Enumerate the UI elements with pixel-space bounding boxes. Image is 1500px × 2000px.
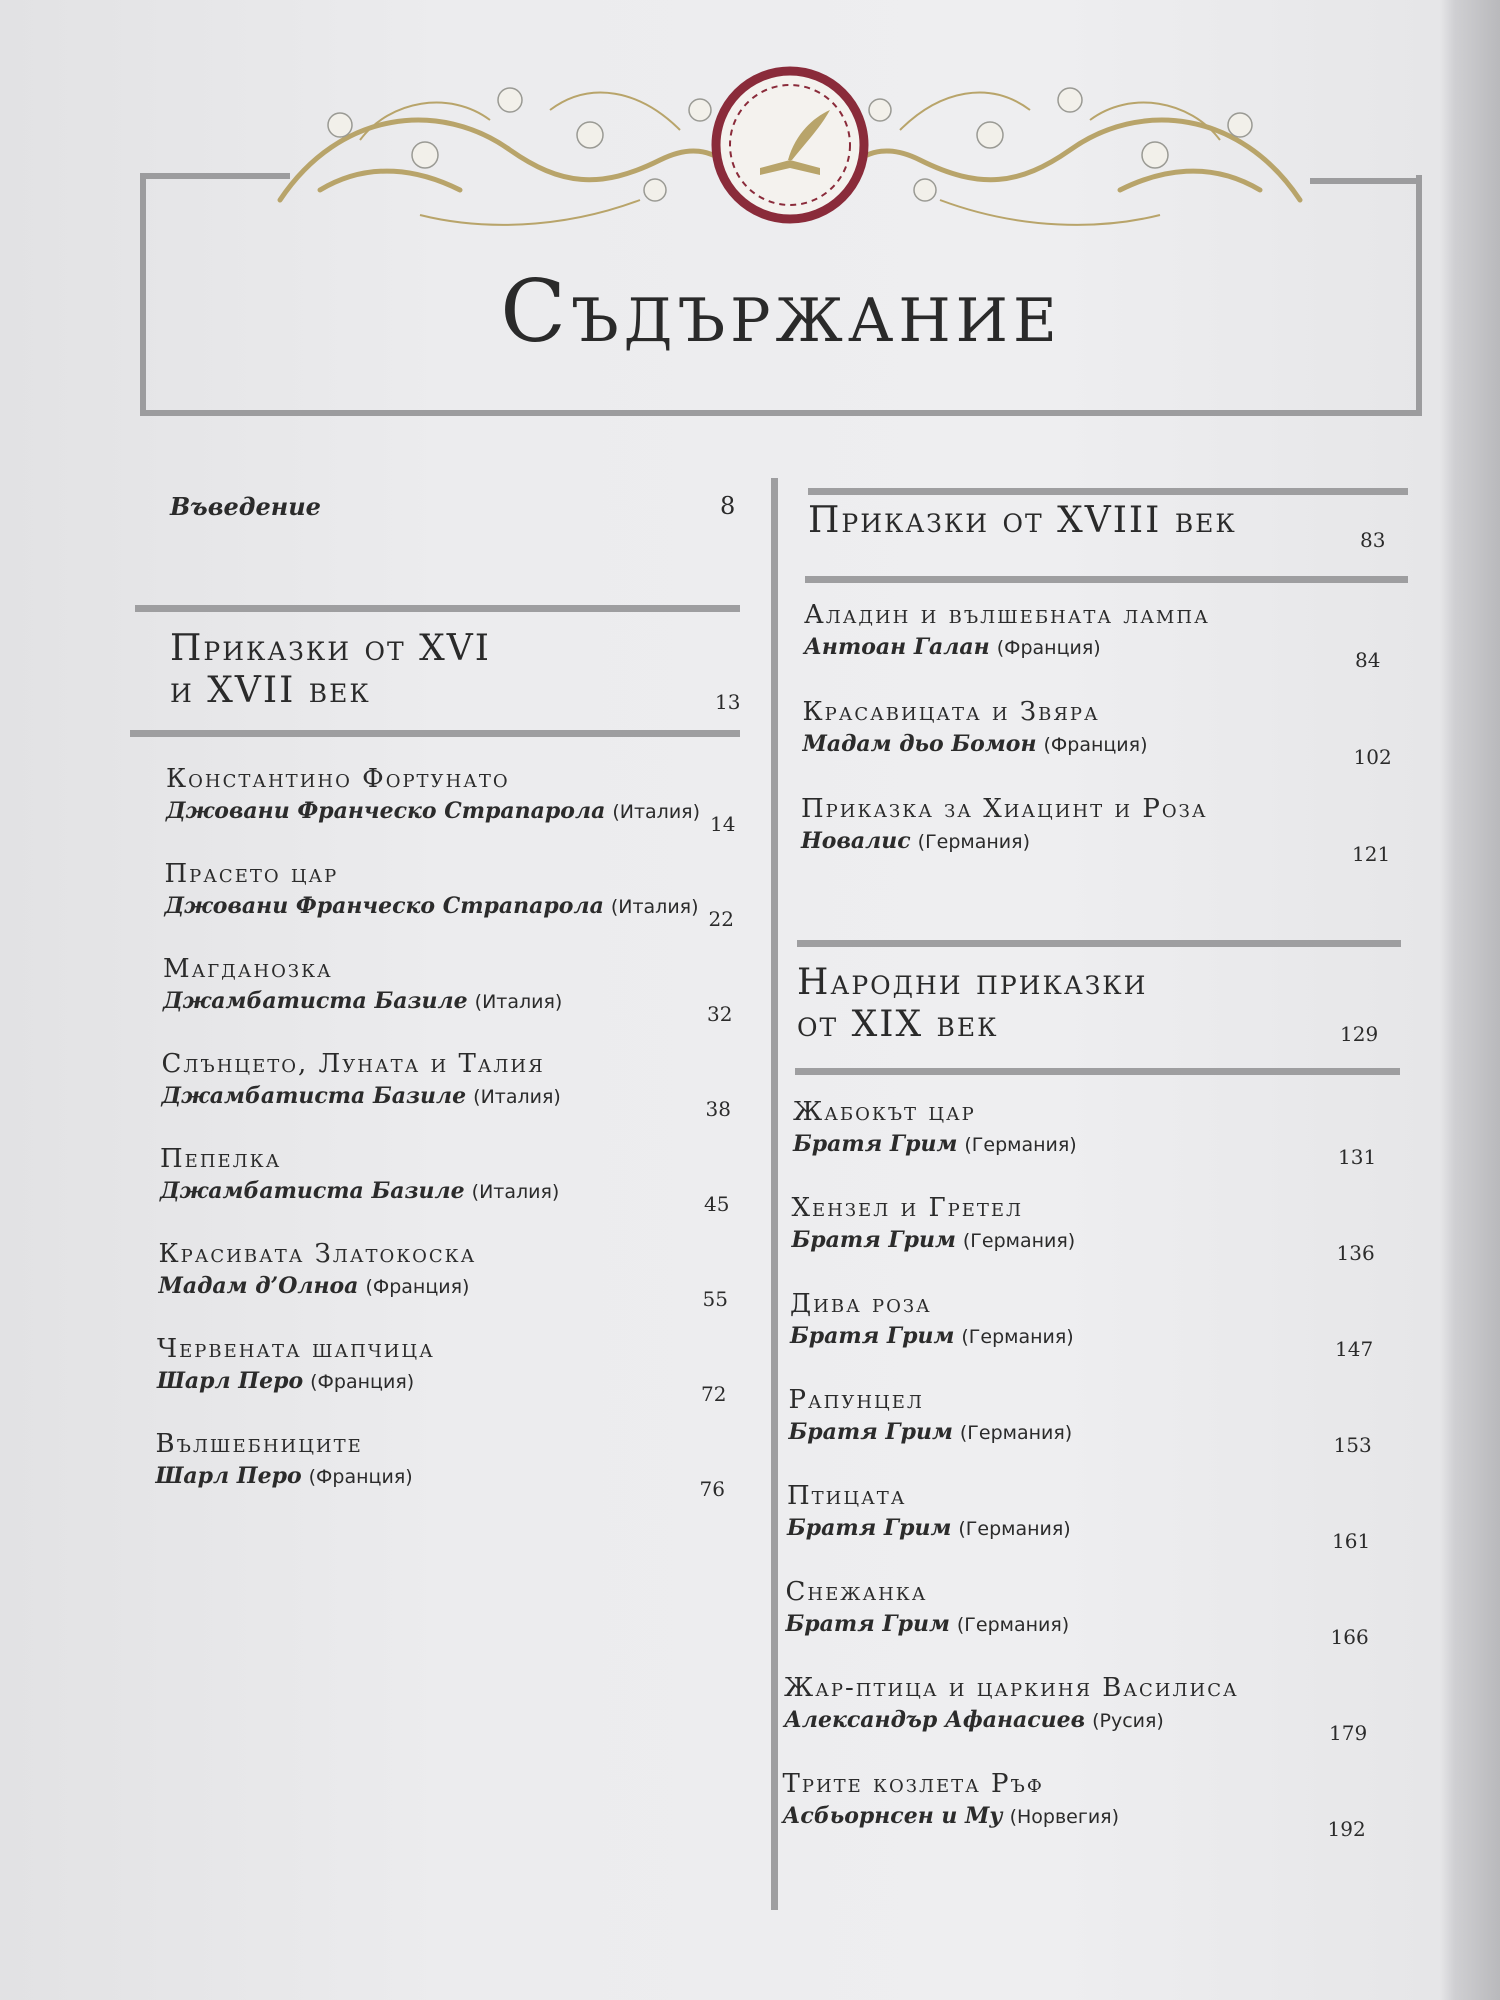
entry-author-line — [163, 986, 562, 1017]
entry-title: Аладин и вълшебната лампа — [804, 600, 1210, 630]
entry-page-number: 84 — [1355, 648, 1381, 672]
entry-author: Джамбатиста Базиле — [161, 1083, 467, 1109]
toc-entry[interactable] — [790, 1287, 1074, 1352]
toc-entry[interactable] — [801, 792, 1207, 857]
entry-page-number: 45 — [704, 1192, 730, 1216]
entry-title: Вълшебниците — [155, 1429, 363, 1459]
toc-entry[interactable] — [786, 1575, 1070, 1640]
entry-title: Прасето цар — [164, 859, 339, 889]
entry-title: Приказка за Хиацинт и Роза — [801, 794, 1208, 824]
entry-title: Красавицата и Звяра — [802, 697, 1100, 727]
entry-author: Новалис — [801, 828, 911, 854]
toc-entry[interactable] — [156, 1427, 413, 1492]
entry-title: Слънцето, Луната и Талия — [161, 1049, 545, 1079]
entry-author-line — [156, 1461, 413, 1492]
toc-entry[interactable] — [157, 1332, 435, 1397]
section-rule — [130, 730, 740, 737]
entry-page-number: 131 — [1338, 1145, 1377, 1169]
toc-entry[interactable] — [166, 762, 700, 827]
intro-label[interactable]: Въведение — [170, 492, 321, 521]
entry-author-line — [159, 1271, 477, 1302]
page-title: Съдържание — [500, 262, 1062, 362]
section-page-number: 129 — [1340, 1022, 1379, 1046]
entry-page-number: 76 — [699, 1477, 725, 1501]
entry-page-number: 102 — [1353, 745, 1392, 769]
entry-country: (Норвегия) — [1009, 1806, 1120, 1828]
entry-page-number: 166 — [1330, 1625, 1369, 1649]
entry-author-line — [801, 826, 1207, 857]
entry-country: (Франция) — [310, 1371, 415, 1393]
section-title[interactable]: Народни приказки от XIX век — [797, 962, 1148, 1045]
toc-entry[interactable] — [165, 857, 699, 922]
entry-page-number: 121 — [1352, 842, 1391, 866]
toc-entry[interactable] — [159, 1237, 477, 1302]
entry-author-line — [157, 1366, 435, 1397]
toc-entry[interactable] — [793, 1095, 1077, 1160]
entry-page-number: 147 — [1335, 1337, 1374, 1361]
entry-author: Мадам дьо Бомон — [802, 731, 1037, 757]
entry-country: (Италия) — [612, 801, 701, 823]
entry-author: Братя Грим — [790, 1323, 955, 1349]
entry-country: (Германия) — [961, 1326, 1074, 1348]
entry-author-line — [162, 1081, 561, 1112]
entry-author-line — [166, 796, 700, 827]
entry-title: Снежанка — [785, 1577, 928, 1607]
entry-author: Антоан Галан — [804, 634, 990, 660]
entry-title: Червената шапчица — [157, 1334, 435, 1364]
section-page-number: 13 — [715, 690, 741, 714]
entry-author-line — [803, 729, 1148, 760]
entry-author-line — [789, 1417, 1073, 1448]
entry-country: (Франция) — [365, 1276, 470, 1298]
toc-entry[interactable] — [803, 695, 1148, 760]
entry-country: (Италия) — [610, 896, 699, 918]
entry-page-number: 179 — [1329, 1721, 1368, 1745]
entry-title: Дива роза — [790, 1289, 932, 1319]
section-rule — [808, 488, 1408, 495]
entry-country: (Италия) — [471, 1181, 560, 1203]
entry-author-line — [783, 1801, 1120, 1832]
toc-entry[interactable] — [789, 1383, 1073, 1448]
entry-author: Братя Грим — [788, 1419, 953, 1445]
entry-author: Джамбатиста Базиле — [163, 988, 468, 1014]
entry-author-line — [790, 1321, 1074, 1352]
entry-title: Константино Фортунато — [166, 764, 510, 794]
entry-author: Братя Грим — [787, 1515, 952, 1541]
entry-title: Красивата Златокоска — [158, 1239, 477, 1269]
entry-country: (Русия) — [1092, 1710, 1164, 1732]
column-divider — [771, 478, 778, 1910]
entry-author: Братя Грим — [791, 1227, 956, 1253]
entry-page-number: 153 — [1333, 1433, 1372, 1457]
entry-page-number: 38 — [705, 1097, 731, 1121]
entry-country: (Германия) — [956, 1614, 1070, 1636]
section-rule — [805, 576, 1408, 583]
entry-author: Шарл Перо — [157, 1368, 304, 1394]
entry-page-number: 22 — [708, 907, 734, 931]
entry-page-number: 161 — [1332, 1529, 1371, 1553]
section-rule — [797, 940, 1401, 947]
toc-entry[interactable] — [792, 1191, 1076, 1256]
entry-author-line — [804, 632, 1210, 663]
entry-author: Братя Грим — [793, 1131, 958, 1157]
entry-title: Хензел и Гретел — [791, 1193, 1024, 1223]
toc-entry[interactable] — [783, 1767, 1120, 1832]
entry-author-line — [165, 891, 699, 922]
section-title[interactable]: Приказки от XVIII век — [808, 500, 1237, 541]
entry-page-number: 72 — [701, 1382, 727, 1406]
entry-author-line — [786, 1609, 1070, 1640]
entry-country: (Франция) — [1043, 734, 1148, 756]
entry-title: Жар-птица и царкиня Василиса — [784, 1673, 1239, 1703]
entry-country: (Германия) — [959, 1422, 1073, 1444]
entry-title: Пепелка — [160, 1144, 282, 1174]
entry-country: (Германия) — [964, 1134, 1077, 1156]
entry-page-number: 32 — [707, 1002, 733, 1026]
entry-country: (Италия) — [474, 991, 563, 1013]
entry-country: (Германия) — [917, 831, 1030, 853]
entry-author: Братя Грим — [785, 1611, 950, 1637]
toc-entry[interactable] — [163, 952, 562, 1017]
entry-author: Асбьорнсен и Му — [782, 1803, 1003, 1829]
entry-author-line — [160, 1176, 559, 1207]
entry-title: Жабокът цар — [793, 1097, 976, 1127]
entry-author: Александър Афанасиев — [784, 1707, 1086, 1733]
entry-page-number: 136 — [1336, 1241, 1375, 1265]
section-rule — [795, 1068, 1400, 1075]
intro-page-number: 8 — [720, 492, 736, 520]
toc-entry[interactable] — [784, 1671, 1239, 1736]
section-page-number: 83 — [1360, 528, 1386, 552]
entry-country: (Италия) — [473, 1086, 561, 1108]
entry-page-number: 55 — [702, 1287, 728, 1311]
entry-author-line — [787, 1513, 1071, 1544]
entry-author: Джовани Франческо Страпарола — [166, 798, 606, 824]
entry-author: Джамбатиста Базиле — [160, 1178, 465, 1204]
entry-title: Магданозка — [163, 954, 333, 984]
entry-author-line — [792, 1225, 1076, 1256]
entry-country: (Германия) — [958, 1518, 1071, 1540]
entry-country: (Франция) — [996, 637, 1101, 659]
entry-author-line — [793, 1129, 1077, 1160]
entry-author: Мадам д’Олноа — [158, 1273, 359, 1299]
section-title[interactable]: Приказки от XVI и XVII век — [170, 628, 491, 711]
toc-entry[interactable] — [162, 1047, 561, 1112]
toc-entry[interactable] — [160, 1142, 559, 1207]
entry-title: Птицата — [787, 1481, 907, 1511]
entry-page-number: 192 — [1327, 1817, 1366, 1841]
entry-title: Трите козлета Ръф — [782, 1769, 1044, 1799]
entry-page-number: 14 — [710, 812, 736, 836]
entry-title: Рапунцел — [788, 1385, 924, 1415]
entry-country: (Франция) — [308, 1466, 413, 1488]
entry-author-line — [784, 1705, 1239, 1736]
entry-author: Джовани Франческо Страпарола — [164, 893, 604, 919]
section-rule — [135, 605, 740, 612]
entry-country: (Германия) — [962, 1230, 1076, 1252]
entry-author: Шарл Перо — [155, 1463, 302, 1489]
toc-entry[interactable] — [804, 598, 1210, 663]
toc-entry[interactable] — [787, 1479, 1071, 1544]
